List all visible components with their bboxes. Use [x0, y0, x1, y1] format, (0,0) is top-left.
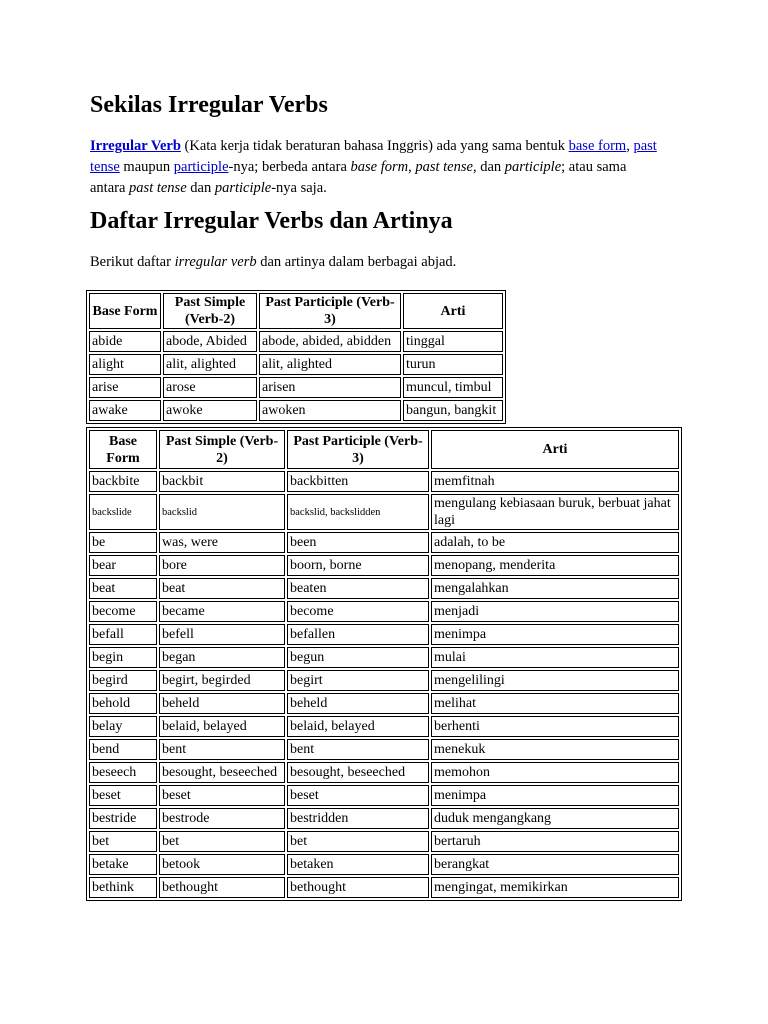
- table-cell: begun: [287, 647, 429, 668]
- table-cell: abode, abided, abidden: [259, 331, 401, 352]
- table-cell: backbite: [89, 471, 157, 492]
- table-cell: mengalahkan: [431, 578, 679, 599]
- table-cell: beat: [89, 578, 157, 599]
- table-cell: bethink: [89, 877, 157, 898]
- table-cell: backbit: [159, 471, 285, 492]
- table-cell: was, were: [159, 532, 285, 553]
- table-row: [89, 670, 679, 691]
- table-row: [89, 354, 503, 375]
- table-cell: menjadi: [431, 601, 679, 622]
- table-row: [89, 532, 679, 553]
- verb-table-b: [86, 427, 682, 901]
- table-cell: abode, Abided: [163, 331, 257, 352]
- table-cell: arise: [89, 377, 161, 398]
- table-cell: mengulang kebiasaan buruk, berbuat jahat lagi: [431, 494, 679, 530]
- table-cell: bethought: [287, 877, 429, 898]
- table-row: [89, 601, 679, 622]
- table-cell: menopang, menderita: [431, 555, 679, 576]
- table-cell: menimpa: [431, 624, 679, 645]
- column-header: Base Form: [89, 293, 161, 329]
- table-cell: beset: [159, 785, 285, 806]
- table-cell: begirt: [287, 670, 429, 691]
- table-cell: awoken: [259, 400, 401, 421]
- table-cell: backbitten: [287, 471, 429, 492]
- table-cell: melihat: [431, 693, 679, 714]
- verb-table-a: [86, 290, 506, 424]
- table-cell: began: [159, 647, 285, 668]
- table-cell: alit, alighted: [163, 354, 257, 375]
- table-cell: memfitnah: [431, 471, 679, 492]
- table-cell: befall: [89, 624, 157, 645]
- table-cell: backslid, backslidden: [287, 494, 429, 530]
- table-row: [89, 555, 679, 576]
- table-row: [89, 762, 679, 783]
- table-cell: been: [287, 532, 429, 553]
- table-cell: mulai: [431, 647, 679, 668]
- table-row: [89, 716, 679, 737]
- table-row: [89, 377, 503, 398]
- table-cell: befell: [159, 624, 285, 645]
- table-cell: memohon: [431, 762, 679, 783]
- past-tense-link[interactable]: past tense: [90, 138, 657, 175]
- table-cell: menimpa: [431, 785, 679, 806]
- table-cell: betaken: [287, 854, 429, 875]
- table-cell: backslide: [89, 494, 157, 530]
- table-cell: bangun, bangkit: [403, 400, 503, 421]
- table-row: [89, 831, 679, 852]
- table-row: [89, 854, 679, 875]
- table-cell: betake: [89, 854, 157, 875]
- column-header: Arti: [431, 430, 679, 469]
- table-cell: be: [89, 532, 157, 553]
- table-cell: belay: [89, 716, 157, 737]
- table-cell: betook: [159, 854, 285, 875]
- column-header: Past Simple (Verb-2): [159, 430, 285, 469]
- table-cell: abide: [89, 331, 161, 352]
- table-row: [89, 624, 679, 645]
- base-form-link[interactable]: base form: [568, 138, 627, 154]
- irregular-verb-link[interactable]: Irregular Verb: [90, 138, 181, 154]
- table-header-row: [89, 430, 679, 469]
- table-cell: turun: [403, 354, 503, 375]
- table-row: [89, 808, 679, 829]
- table-cell: become: [89, 601, 157, 622]
- table-cell: adalah, to be: [431, 532, 679, 553]
- table-cell: tinggal: [403, 331, 503, 352]
- table-cell: bent: [159, 739, 285, 760]
- participle-link[interactable]: participle: [173, 159, 229, 175]
- table-cell: backslid: [159, 494, 285, 530]
- section-heading: Sekilas Irregular Verbs: [90, 92, 328, 118]
- table-row: [89, 877, 679, 898]
- table-cell: bend: [89, 739, 157, 760]
- table-cell: bestride: [89, 808, 157, 829]
- table-cell: begird: [89, 670, 157, 691]
- table-cell: awoke: [163, 400, 257, 421]
- table-cell: behold: [89, 693, 157, 714]
- column-header: Base Form: [89, 430, 157, 469]
- table-cell: belaid, belayed: [287, 716, 429, 737]
- table-cell: boorn, borne: [287, 555, 429, 576]
- column-header: Past Simple (Verb-2): [163, 293, 257, 329]
- table-cell: bestrode: [159, 808, 285, 829]
- table-cell: alight: [89, 354, 161, 375]
- table-cell: awake: [89, 400, 161, 421]
- table-cell: bent: [287, 739, 429, 760]
- table-cell: bear: [89, 555, 157, 576]
- table-row: [89, 471, 679, 492]
- table-cell: besought, beseeched: [159, 762, 285, 783]
- table-cell: mengelilingi: [431, 670, 679, 691]
- table-cell: arose: [163, 377, 257, 398]
- table-cell: belaid, belayed: [159, 716, 285, 737]
- table-cell: begirt, begirded: [159, 670, 285, 691]
- table-row: [89, 785, 679, 806]
- table-cell: bertaruh: [431, 831, 679, 852]
- table-cell: beat: [159, 578, 285, 599]
- table-cell: besought, beseeched: [287, 762, 429, 783]
- table-row: [89, 578, 679, 599]
- table-cell: beseech: [89, 762, 157, 783]
- table-cell: muncul, timbul: [403, 377, 503, 398]
- table-cell: bet: [159, 831, 285, 852]
- table-row: [89, 494, 679, 530]
- column-header: Past Participle (Verb-3): [259, 293, 401, 329]
- column-header: Past Participle (Verb-3): [287, 430, 429, 469]
- table-cell: bet: [89, 831, 157, 852]
- table-cell: arisen: [259, 377, 401, 398]
- table-cell: mengingat, memikirkan: [431, 877, 679, 898]
- section-heading: Daftar Irregular Verbs dan Artinya: [90, 208, 453, 234]
- table-cell: duduk mengangkang: [431, 808, 679, 829]
- table-cell: became: [159, 601, 285, 622]
- table-cell: beheld: [287, 693, 429, 714]
- table-cell: beheld: [159, 693, 285, 714]
- table-cell: bestridden: [287, 808, 429, 829]
- table-row: [89, 331, 503, 352]
- table-cell: berangkat: [431, 854, 679, 875]
- table-cell: bethought: [159, 877, 285, 898]
- intro-paragraph: Irregular Verb (Kata kerja tidak beraturan bahasa Inggris) ada yang sama bentuk base form, past tense maupun participle-nya; berbeda antara base form, past tense, dan participle; atau sama antara past tense dan participle-nya saja.: [90, 138, 657, 196]
- table-cell: bet: [287, 831, 429, 852]
- table-cell: alit, alighted: [259, 354, 401, 375]
- table-row: [89, 739, 679, 760]
- table-row: [89, 693, 679, 714]
- table-cell: berhenti: [431, 716, 679, 737]
- table-cell: beset: [89, 785, 157, 806]
- table-header-row: [89, 293, 503, 329]
- table-cell: become: [287, 601, 429, 622]
- table-cell: bore: [159, 555, 285, 576]
- list-intro-paragraph: Berikut daftar irregular verb dan artinya dalam berbagai abjad.: [90, 254, 457, 270]
- table-cell: menekuk: [431, 739, 679, 760]
- table-cell: befallen: [287, 624, 429, 645]
- table-cell: beset: [287, 785, 429, 806]
- table-cell: begin: [89, 647, 157, 668]
- table-row: [89, 400, 503, 421]
- table-cell: beaten: [287, 578, 429, 599]
- table-row: [89, 647, 679, 668]
- column-header: Arti: [403, 293, 503, 329]
